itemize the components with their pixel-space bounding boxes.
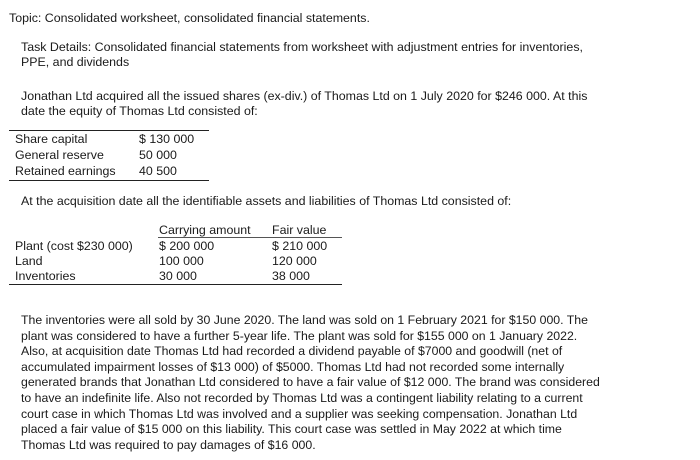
task-details-line-1: Task Details: Consolidated financial statements from worksheet with adjustment entries for inventories, — [21, 40, 583, 54]
body-paragraph — [21, 313, 600, 453]
intro-paragraph — [21, 89, 587, 119]
task-details — [21, 40, 583, 70]
assets-row-carrying: 30 000 — [159, 269, 197, 283]
assets-row-label: Land — [15, 254, 43, 268]
equity-table-bottom-rule — [9, 180, 209, 181]
assets-row-label: Plant (cost $230 000) — [15, 239, 133, 253]
acquisition-text: At the acquisition date all the identifiable assets and liabilities of Thomas Ltd consisted of: — [21, 194, 512, 208]
assets-header-rule — [158, 237, 342, 238]
body-line: court case in which Thomas Ltd was involved and a supplier was seeking compensation. Jonathan Ltd — [21, 406, 578, 421]
assets-table-bottom-rule — [9, 284, 342, 285]
task-details-line-2: PPE, and dividends — [21, 55, 130, 69]
assets-row-carrying: $ 200 000 — [159, 239, 215, 253]
body-line: accumulated impairment losses of $13 000) of $5000. Thomas Ltd had not recorded some internally — [21, 359, 565, 374]
body-line: plant was considered to have a further 5-year life. The plant was sold for $155 000 on 1 January 2022. — [21, 328, 578, 343]
assets-row-fair: 120 000 — [272, 254, 317, 268]
body-line: Thomas Ltd was required to pay damages of $16 000. — [21, 437, 316, 452]
intro-line-1-text: Jonathan Ltd acquired all the issued shares (ex-div.) of Thomas Ltd on 1 July 2020 for $246 000. At this — [21, 89, 588, 103]
assets-row-fair: 38 000 — [272, 269, 310, 283]
body-line: to have an indefinite life. Also not recorded by Thomas Ltd was a contingent liability relating to a current — [21, 390, 583, 405]
assets-row-carrying: 100 000 — [159, 254, 204, 268]
body-line: The inventories were all sold by 30 June 2020. The land was sold on 1 February 2021 for $150 000. The — [21, 313, 588, 327]
assets-header-carrying: Carrying amount — [159, 223, 251, 237]
equity-row-value: 50 000 — [139, 148, 177, 162]
equity-row-value: 40 500 — [139, 164, 177, 178]
topic-heading: Topic: Consolidated worksheet, consolidated financial statements. — [9, 11, 370, 25]
assets-row-fair: $ 210 000 — [272, 239, 328, 253]
intro-line-1 — [21, 89, 587, 104]
body-line: Also, at acquisition date Thomas Ltd had recorded a dividend payable of $7000 and goodwill (net of — [21, 344, 563, 359]
equity-row-label: Retained earnings — [15, 164, 116, 178]
equity-row-value: $ 130 000 — [139, 132, 195, 146]
body-line: placed a fair value of $15 000 on this liability. This court case was settled in May 2022 at which time — [21, 422, 562, 437]
intro-line-2: date the equity of Thomas Ltd consisted of: — [21, 104, 258, 118]
body-line: generated brands that Jonathan Ltd considered to have a fair value of $12 000. The brand was considered — [21, 375, 600, 390]
equity-row-label: General reserve — [15, 148, 104, 162]
equity-table-top-rule — [9, 130, 209, 131]
equity-row-label: Share capital — [15, 132, 88, 146]
assets-header-fair: Fair value — [272, 223, 327, 237]
assets-row-label: Inventories — [15, 269, 76, 283]
